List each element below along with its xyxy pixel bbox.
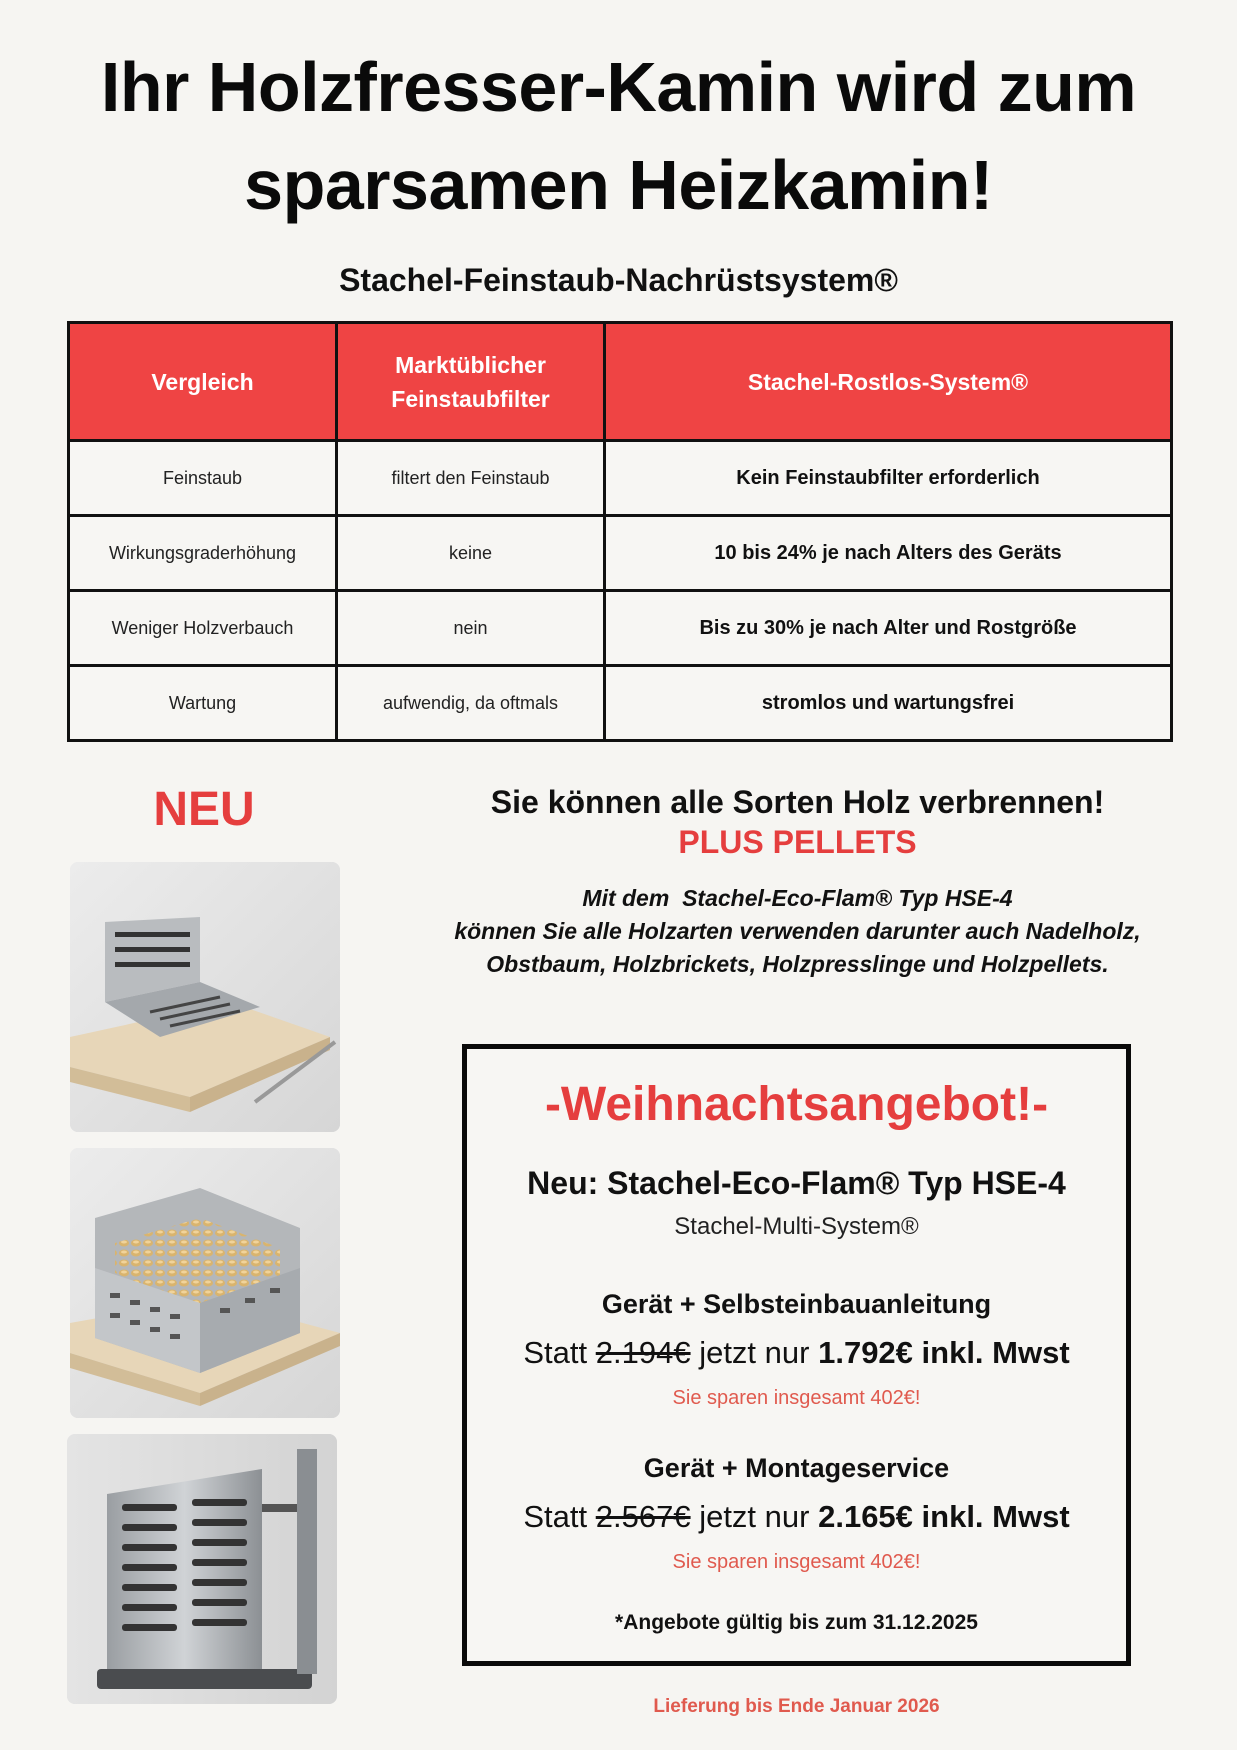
option1-old-price: 2.194€ [595, 1335, 691, 1370]
option1-price [467, 1335, 1126, 1371]
subtitle: Stachel-Feinstaub-Nachrüstsystem® [339, 262, 898, 298]
title-line-1: Ihr Holzfresser-Kamin wird zum [100, 48, 1137, 126]
row-label: Wartung [69, 666, 337, 741]
steel-box-photo [67, 1434, 337, 1704]
header-col2-line1: Marktüblicher [395, 351, 546, 378]
desc-line-1: Mit dem Stachel-Eco-Flam® Typ HSE-4 [582, 885, 1013, 911]
promo-headline: Sie können alle Sorten Holz verbrennen! [490, 784, 1105, 820]
offer-title: -Weihnachtsangebot!- [544, 1078, 1049, 1131]
table-row [69, 666, 1172, 741]
row-market-value: aufwendig, da oftmals [337, 666, 605, 741]
offer-system: Stachel-Multi-System® [674, 1213, 919, 1240]
row-market-value: nein [337, 591, 605, 666]
title-line-2: sparsamen Heizkamin! [244, 146, 993, 224]
offer-validity: *Angebote gültig bis zum 31.12.2025 [615, 1611, 978, 1634]
header-marktueblich [337, 323, 605, 441]
table-row [69, 441, 1172, 516]
table-row [69, 516, 1172, 591]
row-stachel-value: 10 bis 24% je nach Alters des Geräts [605, 516, 1172, 591]
desc-line-3: Obstbaum, Holzbrickets, Holzpresslinge und Holzpellets. [486, 951, 1109, 977]
comparison-table [67, 321, 1173, 742]
header-col2-line2: Feinstaubfilter [391, 385, 550, 412]
pellet-basket-photo [70, 1148, 340, 1418]
option2-saving: Sie sparen insgesamt 402€! [672, 1551, 921, 1573]
promo-pellets: PLUS PELLETS [678, 824, 917, 860]
option2-statt: Statt [523, 1499, 588, 1534]
desc-line-2: können Sie alle Holzarten verwenden darunter auch Nadelholz, [454, 918, 1141, 944]
christmas-offer-box [462, 1044, 1131, 1666]
row-stachel-value: Kein Feinstaubfilter erforderlich [605, 441, 1172, 516]
option2-old-price: 2.567€ [595, 1499, 691, 1534]
row-label: Feinstaub [69, 441, 337, 516]
promo-description [400, 882, 1195, 981]
table-header-row [69, 323, 1172, 441]
table-row [69, 591, 1172, 666]
row-label: Weniger Holzverbauch [69, 591, 337, 666]
row-stachel-value: Bis zu 30% je nach Alter und Rostgröße [605, 591, 1172, 666]
option2-price [467, 1499, 1126, 1535]
delivery-note: Lieferung bis Ende Januar 2026 [653, 1696, 940, 1717]
row-market-value: keine [337, 516, 605, 591]
option2-jetzt: jetzt nur [699, 1499, 810, 1534]
header-vergleich: Vergleich [69, 323, 337, 441]
header-stachel: Stachel-Rostlos-System® [605, 323, 1172, 441]
grate-insert-photo [70, 862, 340, 1132]
option1-saving: Sie sparen insgesamt 402€! [672, 1387, 921, 1409]
page-title [0, 38, 1237, 234]
option2-new-price: 2.165€ inkl. Mwst [818, 1499, 1070, 1534]
row-market-value: filtert den Feinstaub [337, 441, 605, 516]
neu-label: NEU [153, 783, 255, 836]
option2-heading: Gerät + Montageservice [643, 1453, 950, 1483]
option1-new-price: 1.792€ inkl. Mwst [818, 1335, 1070, 1370]
row-stachel-value: stromlos und wartungsfrei [605, 666, 1172, 741]
option1-heading: Gerät + Selbsteinbauanleitung [601, 1289, 992, 1319]
option1-statt: Statt [523, 1335, 588, 1370]
option1-jetzt: jetzt nur [699, 1335, 810, 1370]
offer-product: Neu: Stachel-Eco-Flam® Typ HSE-4 [527, 1165, 1066, 1201]
row-label: Wirkungsgraderhöhung [69, 516, 337, 591]
